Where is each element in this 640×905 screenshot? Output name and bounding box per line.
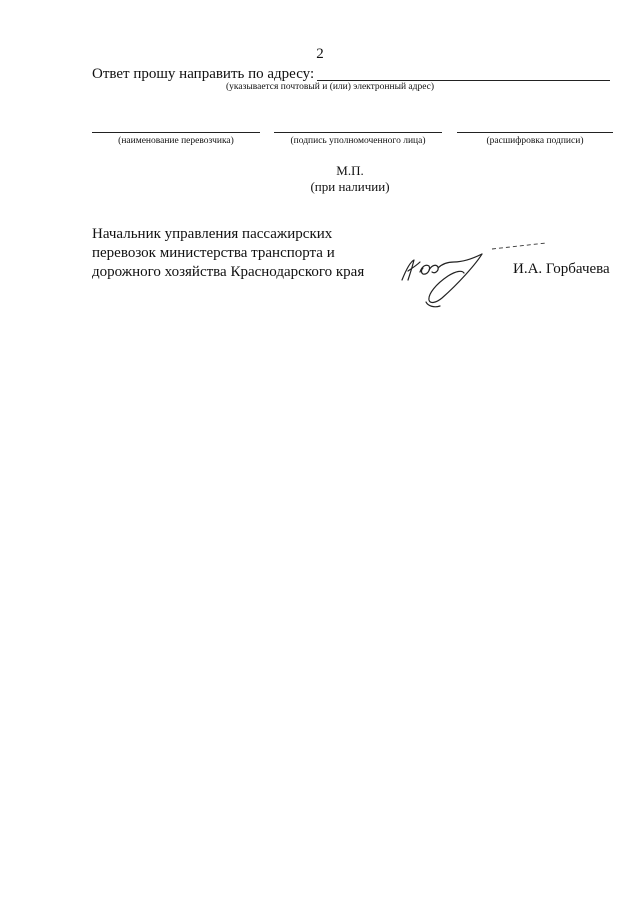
page-number: 2	[316, 46, 324, 62]
signer-position-line: Начальник управления пассажирских	[92, 226, 333, 242]
signer-name: И.А. Горбачева	[513, 261, 610, 277]
carrier-name-caption: (наименование перевозчика)	[118, 136, 234, 146]
signer-position-line: дорожного хозяйства Краснодарского края	[92, 264, 365, 280]
carrier-name-line	[92, 132, 260, 133]
address-hint: (указывается почтовый и (или) электронный адрес)	[226, 82, 435, 92]
signature-decoding-caption: (расшифровка подписи)	[486, 136, 584, 146]
authorized-signature-line	[274, 132, 442, 133]
signer-position-line: перевозок министерства транспорта и	[92, 245, 335, 261]
address-line	[317, 80, 610, 81]
authorized-signature-caption: (подпись уполномоченного лица)	[290, 136, 426, 146]
signer-position	[92, 225, 364, 282]
signature-decoding-line	[457, 132, 613, 133]
stamp-label: М.П.	[336, 163, 364, 178]
address-label: Ответ прошу направить по адресу:	[92, 66, 315, 82]
stamp-note: (при наличии)	[310, 179, 390, 194]
